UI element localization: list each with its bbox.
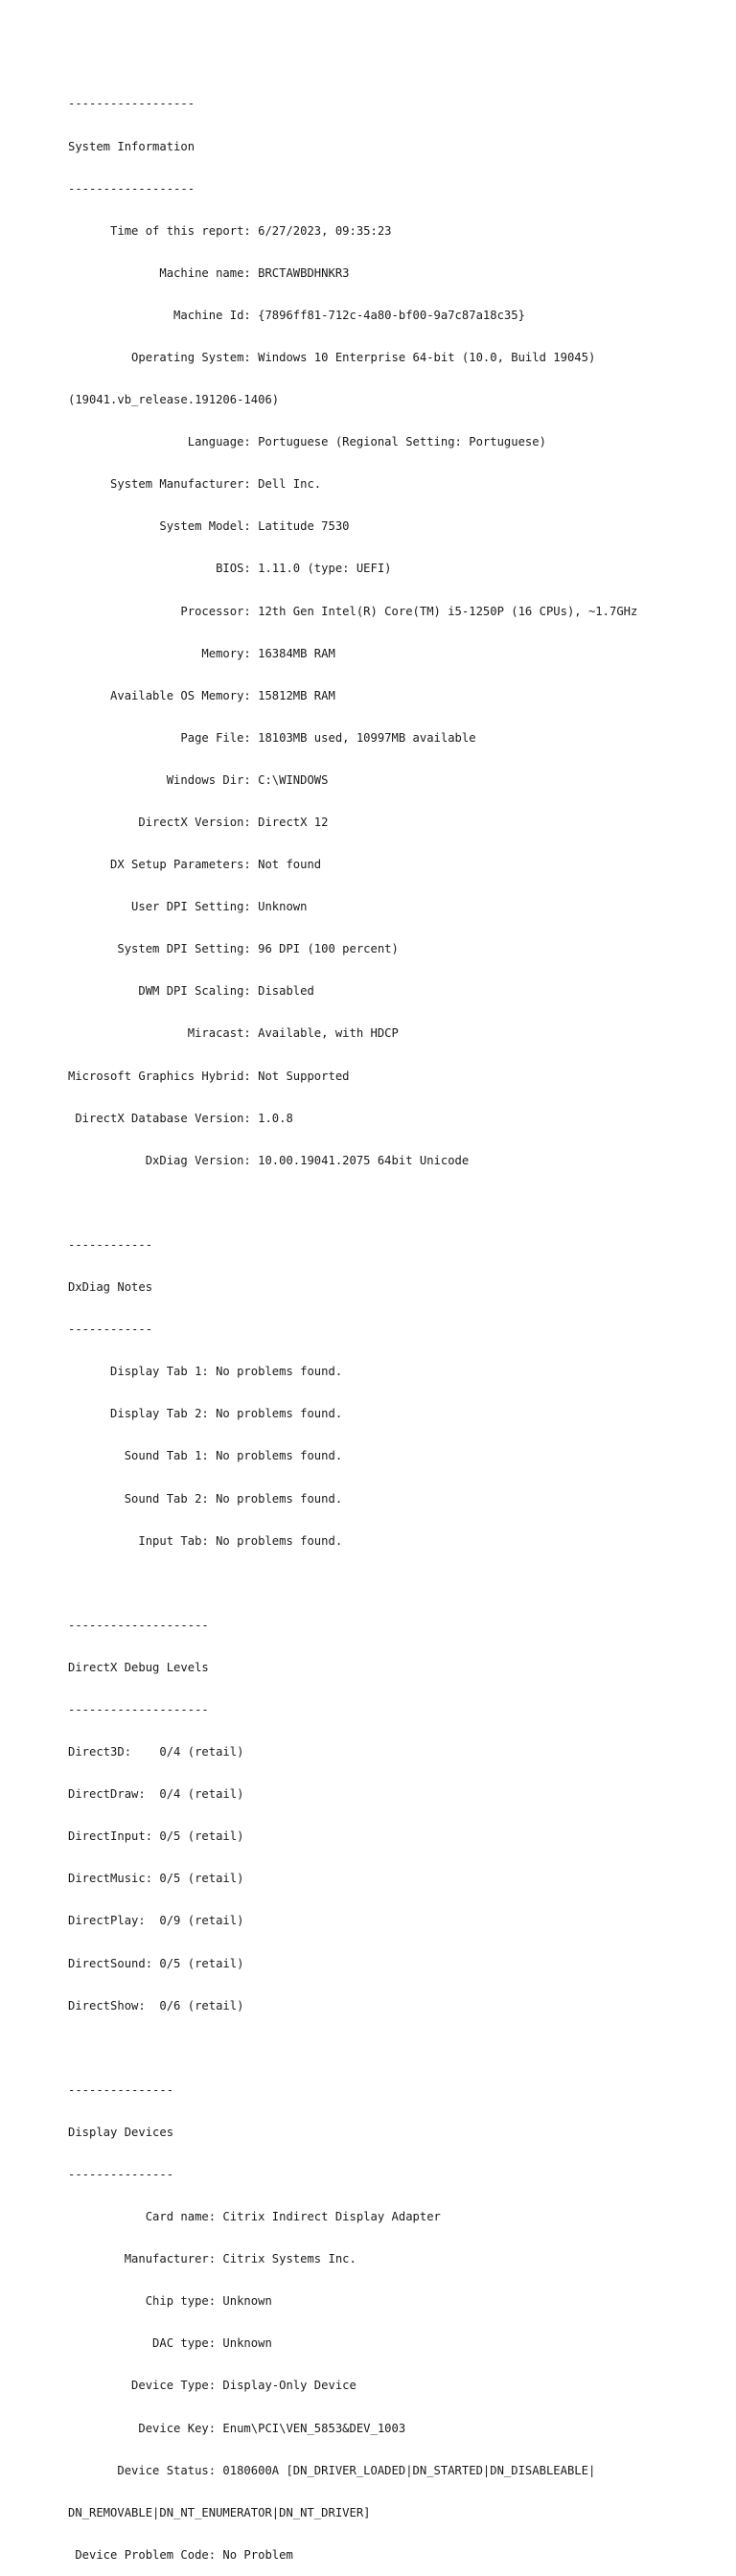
section-divider: ------------------ — [68, 97, 196, 111]
section-divider: ------------------ — [68, 181, 196, 196]
field-bios: BIOS: 1.11.0 (type: UEFI) — [68, 562, 392, 576]
debug-level-directplay: DirectPlay: 0/9 (retail) — [68, 1914, 244, 1928]
field-device-type: Device Type: Display-Only Device — [68, 2379, 356, 2393]
note-sound-tab-2: Sound Tab 2: No problems found. — [68, 1491, 343, 1506]
section-divider: -------------------- — [68, 1702, 209, 1716]
field-available-os-memory: Available OS Memory: 15812MB RAM — [68, 688, 335, 702]
debug-level-directshow: DirectShow: 0/6 (retail) — [68, 1998, 244, 2012]
debug-level-directmusic: DirectMusic: 0/5 (retail) — [68, 1872, 244, 1886]
debug-level-direct3d: Direct3D: 0/4 (retail) — [68, 1745, 244, 1760]
section-title-display-devices: Display Devices — [68, 2125, 174, 2139]
section-divider: -------------------- — [68, 1618, 209, 1632]
section-title-system-information: System Information — [68, 139, 196, 153]
debug-level-directinput: DirectInput: 0/5 (retail) — [68, 1829, 244, 1844]
dxdiag-report — [68, 69, 729, 2576]
debug-level-directsound: DirectSound: 0/5 (retail) — [68, 1956, 244, 1970]
field-language: Language: Portuguese (Regional Setting: Portuguese) — [68, 435, 546, 449]
field-operating-system-continued: (19041.vb_release.191206-1406) — [68, 393, 280, 407]
field-dx-setup-parameters: DX Setup Parameters: Not found — [68, 858, 322, 872]
note-sound-tab-1: Sound Tab 1: No problems found. — [68, 1449, 343, 1463]
note-display-tab-1: Display Tab 1: No problems found. — [68, 1365, 343, 1379]
field-directx-database-version: DirectX Database Version: 1.0.8 — [68, 1111, 293, 1125]
field-chip-type: Chip type: Unknown — [68, 2294, 272, 2309]
field-device-status-continued: DN_REMOVABLE|DN_NT_ENUMERATOR|DN_NT_DRIVER] — [68, 2505, 371, 2519]
blank-line — [68, 1196, 729, 1210]
field-dwm-dpi-scaling: DWM DPI Scaling: Disabled — [68, 984, 314, 999]
field-machine-id: Machine Id: {7896ff81-712c-4a80-bf00-9a7c87a18c35} — [68, 308, 525, 322]
field-windows-dir: Windows Dir: C:\WINDOWS — [68, 772, 329, 787]
section-title-dxdiag-notes: DxDiag Notes — [68, 1280, 153, 1295]
field-directx-version: DirectX Version: DirectX 12 — [68, 816, 329, 829]
section-divider: ------------ — [68, 1237, 153, 1252]
field-dxdiag-version: DxDiag Version: 10.00.19041.2075 64bit Unicode — [68, 1153, 470, 1167]
section-divider: ------------ — [68, 1322, 153, 1337]
field-memory: Memory: 16384MB RAM — [68, 646, 335, 660]
field-system-manufacturer: System Manufacturer: Dell Inc. — [68, 477, 322, 492]
field-time-of-report: Time of this report: 6/27/2023, 09:35:23 — [68, 223, 392, 238]
field-user-dpi-setting: User DPI Setting: Unknown — [68, 900, 308, 914]
field-card-name: Card name: Citrix Indirect Display Adapter — [68, 2210, 441, 2224]
field-system-model: System Model: Latitude 7530 — [68, 519, 350, 534]
field-system-dpi-setting: System DPI Setting: 96 DPI (100 percent) — [68, 942, 399, 956]
field-miracast: Miracast: Available, with HDCP — [68, 1026, 399, 1041]
section-title-directx-debug-levels: DirectX Debug Levels — [68, 1660, 209, 1674]
section-divider: --------------- — [68, 2168, 174, 2181]
field-device-status: Device Status: 0180600A [DN_DRIVER_LOADED|DN_STARTED|DN_DISABLEABLE| — [68, 2463, 596, 2477]
field-operating-system: Operating System: Windows 10 Enterprise 64-bit (10.0, Build 19045) — [68, 350, 596, 364]
field-machine-name: Machine name: BRCTAWBDHNKR3 — [68, 265, 350, 280]
field-page-file: Page File: 18103MB used, 10997MB available — [68, 730, 476, 745]
blank-line — [68, 1576, 729, 1591]
field-device-key: Device Key: Enum\PCI\VEN_5853&DEV_1003 — [68, 2421, 406, 2435]
field-processor: Processor: 12th Gen Intel(R) Core(TM) i5-1250P (16 CPUs), ~1.7GHz — [68, 604, 638, 618]
blank-line — [68, 2041, 729, 2056]
note-input-tab: Input Tab: No problems found. — [68, 1533, 343, 1548]
field-manufacturer: Manufacturer: Citrix Systems Inc. — [68, 2252, 356, 2266]
field-dac-type: DAC type: Unknown — [68, 2336, 272, 2351]
section-divider: --------------- — [68, 2082, 174, 2097]
note-display-tab-2: Display Tab 2: No problems found. — [68, 1407, 343, 1421]
field-device-problem-code: Device Problem Code: No Problem — [68, 2547, 293, 2562]
debug-level-directdraw: DirectDraw: 0/4 (retail) — [68, 1787, 244, 1802]
field-microsoft-graphics-hybrid: Microsoft Graphics Hybrid: Not Supported — [68, 1069, 350, 1083]
